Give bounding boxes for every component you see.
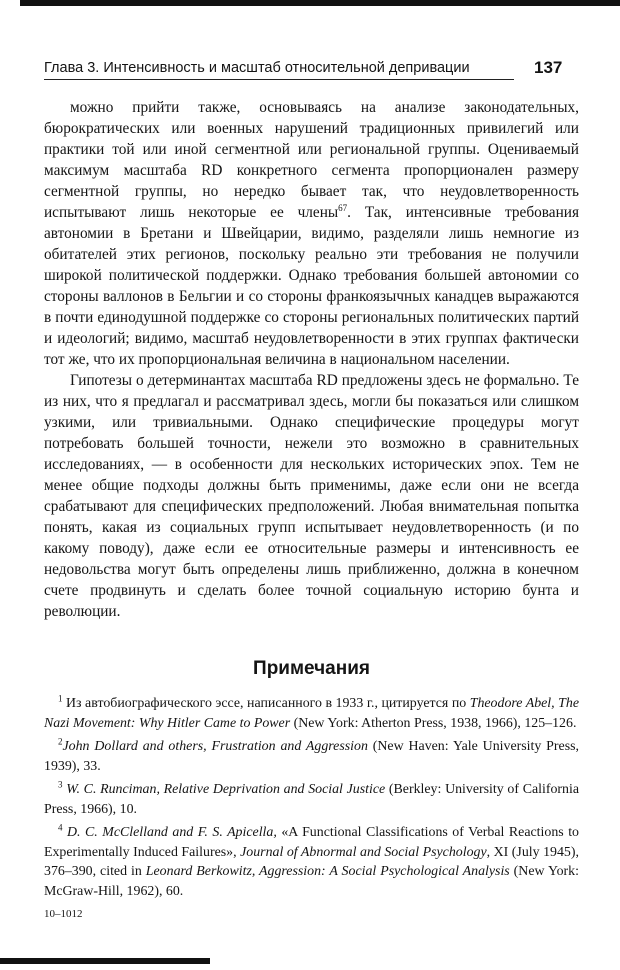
note-text: «A Functional Classifications of Verbal Reactions to Experimentally Induced Failures», (44, 825, 579, 860)
paragraph-2: Гипотезы о детерминантах масштаба RD предложены здесь не формально. Те из них, что я предлагал и рассматривал здесь, могли бы показаться или слишком узкими, или тривиальными. Однако специфические процедуры могут потребовать большей точности, нежели это возможно в сравнительных исследованиях, — в особенности для нескольких исторических эпох. Тем не менее общие подходы должны быть применимы, даже если они не всегда срабатывают для специфических предположений. Любая внимательная попытка понять, какая из социальных групп испытывает неудовлетворенность (и по какому поводу), даже если ее относительные размеры и интенсивность ее недовольства могут быть определены лишь приближенно, должна в конечном счете продвинуть и сделать более точной социальную историю бунта и революции. (44, 372, 579, 620)
note-text: (New York: McGraw-Hill, 1962), 60. (44, 864, 579, 899)
running-header: Глава 3. Интенсивность и масштаб относительной депривации (44, 60, 514, 80)
bottom-rule (0, 958, 210, 964)
note-citation: John Dollard and others, Frustration and Aggression (62, 739, 368, 754)
note-3 (44, 780, 579, 819)
footnote-ref-67[interactable]: 67 (338, 202, 348, 213)
paragraph-1 (44, 97, 579, 370)
page-number: 137 (534, 58, 563, 77)
main-text (44, 97, 579, 622)
paragraph-1-part-a: можно прийти также, основываясь на анализе законодательных, бюрократических или военных нарушений традиционных привилегий или практики той или иной сегментной или региональной группы. Оцениваемый максимум масштаба RD конкретного сегмента пропорционален размеру сегментной группы, но нередко бывает так, что неудовлетворенность испытывают лишь некоторые ее члены (44, 99, 579, 221)
note-citation: Journal of Abnormal and Social Psychology (240, 844, 487, 860)
note-text: Из автобиографического эссе, написанного в 1933 г., цитируется по (62, 696, 470, 711)
note-citation: Leonard Berkowitz, Aggression: A Social Psychological Analysis (145, 864, 510, 879)
note-citation: Theodore Abel, The Nazi Movement: Why Hitler Came to Power (44, 696, 579, 731)
note-number: 4 (58, 822, 63, 833)
note-1 (44, 694, 579, 733)
paragraph-1-part-b: . Так, интенсивные требования автономии в Бретани и Швейцарии, видимо, разделяли лишь немногие из обитателей этих регионов, поскольку реально эти требования не получили широкой политической поддержки. Однако требования большей автономии со стороны валлонов в Бельгии и со стороны франкоязычных канадцев выражаются в почти единодушной поддержке со стороны региональных политических партий и идеологий; видимо, масштаб неудовлетворенности в этих группах фактически тот же, что их пропорциональная величина в национальном населении. (44, 204, 579, 368)
note-4 (44, 823, 579, 901)
note-number: 2 (58, 736, 63, 747)
note-number: 1 (58, 693, 63, 704)
note-citation: D. C. McClelland and F. S. Apicella, (62, 825, 277, 840)
note-citation: W. C. Runciman, Relative Deprivation and Social Justice (62, 782, 386, 797)
notes-heading: Примечания (253, 658, 370, 679)
note-2 (44, 737, 579, 776)
top-rule (20, 0, 620, 6)
note-text: (Berkley: University of California Press, 1966), 10. (44, 782, 580, 817)
signature-mark: 10–1012 (44, 908, 83, 920)
notes-list (44, 694, 579, 905)
note-text: (New York: Atherton Press, 1938, 1966), 125–126. (290, 715, 577, 731)
note-text: , XI (July 1945), 376–390, cited in (44, 844, 579, 879)
note-text: (New Haven: Yale University Press, 1939), 33. (44, 739, 579, 774)
note-number: 3 (58, 779, 63, 790)
